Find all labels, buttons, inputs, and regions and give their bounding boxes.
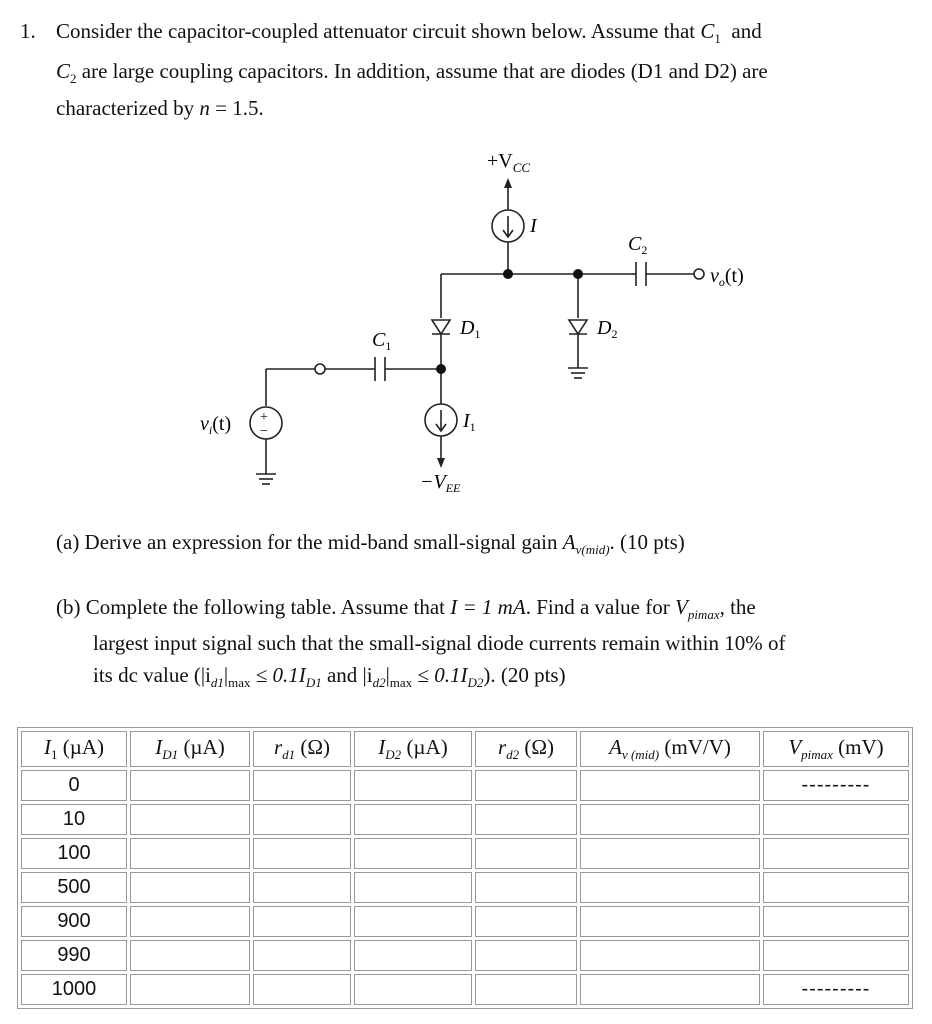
header-id1: $I_{D1}$ (µA): [130, 731, 250, 767]
c1-subscript: 1: [714, 31, 721, 46]
part-b-l3-a: its dc value (|i: [93, 663, 211, 687]
vp-symbol: V: [674, 595, 688, 619]
i1-cell: 500: [21, 872, 127, 903]
part-b-l3-g: ). (20 pts): [483, 663, 566, 687]
answer-cell[interactable]: [763, 872, 909, 903]
answer-cell[interactable]: [763, 906, 909, 937]
answer-cell[interactable]: [580, 940, 760, 971]
answer-cell[interactable]: [580, 974, 760, 1005]
answer-cell[interactable]: [253, 872, 351, 903]
d2-label: $D_2$: [597, 317, 618, 341]
part-a-text: (a) Derive an expression for the mid-band small-signal gain: [56, 530, 558, 554]
header-i1: $I_1$ (µA): [21, 731, 127, 767]
answer-table: [17, 727, 913, 1009]
d2-diode: [569, 320, 587, 334]
c1-label: $C_1$: [372, 329, 392, 353]
part-b-line-1: [56, 594, 756, 628]
answer-cell[interactable]: [475, 770, 577, 801]
table-row: [21, 906, 909, 937]
part-b-l3-sub1: d1: [210, 675, 224, 690]
problem-line-1-and: and: [731, 19, 762, 43]
answer-cell[interactable]: [253, 974, 351, 1005]
answer-cell[interactable]: [475, 804, 577, 835]
part-b-current-eq: I = 1 mA: [450, 595, 526, 619]
problem-number: 1.: [20, 19, 36, 43]
answer-cell[interactable]: [354, 770, 472, 801]
part-b-l3-max1: max: [228, 675, 251, 690]
part-b-line-1-text: (b) Complete the following table. Assume that: [56, 595, 446, 619]
answer-cell[interactable]: [475, 906, 577, 937]
answer-cell[interactable]: [253, 804, 351, 835]
c2-label: $C_2$: [628, 233, 648, 257]
vee-arrow-icon: [437, 458, 445, 468]
i1-cell: 0: [21, 770, 127, 801]
answer-cell[interactable]: [475, 838, 577, 869]
answer-cell[interactable]: [354, 838, 472, 869]
answer-cell[interactable]: [475, 940, 577, 971]
c2-subscript: 2: [70, 71, 77, 86]
answer-cell[interactable]: [580, 838, 760, 869]
answer-cell[interactable]: [763, 804, 909, 835]
answer-cell[interactable]: [580, 906, 760, 937]
vee-label: $-V_{EE}$: [420, 471, 461, 495]
part-b-l3-f: ≤ 0.1I: [417, 663, 468, 687]
vcc-label: $+V_{CC}$: [487, 150, 531, 175]
part-b-line-1-mid: . Find a value for: [525, 595, 670, 619]
answer-cell[interactable]: [253, 940, 351, 971]
part-b-l3-c: ≤ 0.1I: [255, 663, 306, 687]
i-label: I: [530, 215, 537, 237]
header-av: $A_{v (mid)}$ (mV/V): [580, 731, 760, 767]
table-row: [21, 838, 909, 869]
problem-line-3-text: characterized by: [56, 96, 195, 120]
answer-cell[interactable]: [763, 838, 909, 869]
answer-cell[interactable]: [580, 872, 760, 903]
n-symbol: n: [199, 96, 210, 120]
answer-cell[interactable]: [354, 804, 472, 835]
c1-symbol: C: [700, 19, 715, 43]
vo-label: $v_o(t)$: [710, 265, 744, 289]
problem-line-1-text: Consider the capacitor-coupled attenuator circuit shown below. Assume that: [56, 19, 696, 43]
answer-cell[interactable]: [130, 974, 250, 1005]
node-dot-1: [503, 269, 513, 279]
table-row: [21, 940, 909, 971]
answer-cell[interactable]: [354, 872, 472, 903]
answer-cell[interactable]: [253, 770, 351, 801]
na-cell: ---------: [763, 974, 909, 1005]
av-subscript: v(mid): [575, 542, 610, 557]
header-rd2: $r_{d2}$ (Ω): [475, 731, 577, 767]
answer-cell[interactable]: [130, 770, 250, 801]
c2-symbol: C: [56, 59, 71, 83]
na-cell: ---------: [763, 770, 909, 801]
answer-cell[interactable]: [130, 804, 250, 835]
table-header-row: [21, 731, 909, 767]
i1-cell: 900: [21, 906, 127, 937]
vcc-arrow-icon: [504, 178, 512, 188]
table-row: [21, 974, 909, 1005]
table-row: [21, 872, 909, 903]
i1-cell: 1000: [21, 974, 127, 1005]
n-value: = 1.5.: [215, 96, 264, 120]
part-b-l3-sub4: D2: [467, 675, 484, 690]
part-b-l3-e: |: [385, 663, 390, 687]
answer-cell[interactable]: [130, 906, 250, 937]
table-row: [21, 770, 909, 801]
node-dot-2: [573, 269, 583, 279]
vi-terminal: [315, 364, 325, 374]
i1-cell: 10: [21, 804, 127, 835]
d1-label: $D_1$: [460, 317, 481, 341]
part-b-l3-sub3: d2: [372, 675, 386, 690]
header-rd1: $r_{d1}$ (Ω): [253, 731, 351, 767]
i1-cell: 100: [21, 838, 127, 869]
part-b-l3-max2: max: [389, 675, 413, 690]
answer-cell[interactable]: [475, 974, 577, 1005]
av-symbol: A: [562, 530, 576, 554]
vp-subscript: pimax: [687, 607, 720, 622]
answer-cell[interactable]: [354, 906, 472, 937]
part-a: [56, 529, 685, 563]
answer-cell[interactable]: [580, 804, 760, 835]
header-id2: $I_{D2}$ (µA): [354, 731, 472, 767]
part-b-line-2: largest input signal such that the small-signal diode currents remain within 10% of: [93, 631, 786, 655]
d1-diode: [432, 320, 450, 334]
answer-cell[interactable]: [354, 940, 472, 971]
answer-cell[interactable]: [130, 872, 250, 903]
src-minus-sign: −: [260, 424, 268, 439]
header-vpimax: $V_{pimax}$ (mV): [763, 731, 909, 767]
answer-cell[interactable]: [253, 906, 351, 937]
answer-cell[interactable]: [580, 770, 760, 801]
src-plus-sign: +: [260, 410, 268, 425]
answer-cell[interactable]: [763, 940, 909, 971]
part-b-line-1-tail: , the: [719, 595, 756, 619]
table-row: [21, 804, 909, 835]
answer-cell[interactable]: [130, 940, 250, 971]
answer-cell[interactable]: [475, 872, 577, 903]
answer-cell[interactable]: [354, 974, 472, 1005]
node-dot-3: [436, 364, 446, 374]
problem-line-2-text: are large coupling capacitors. In addition, assume that are diodes (D1 and D2) are: [81, 59, 768, 83]
i1-label: $I_1$: [463, 410, 476, 434]
part-b-l3-d: and |i: [326, 663, 373, 687]
vo-terminal: [694, 269, 704, 279]
vi-label: $v_i(t)$: [200, 413, 232, 437]
part-a-points: . (10 pts): [609, 530, 685, 554]
part-b-line-3: [93, 662, 566, 696]
answer-cell[interactable]: [130, 838, 250, 869]
i1-cell: 990: [21, 940, 127, 971]
part-b-l3-b: |: [223, 663, 229, 687]
part-b-l3-sub2: D1: [305, 675, 322, 690]
answer-cell[interactable]: [253, 838, 351, 869]
